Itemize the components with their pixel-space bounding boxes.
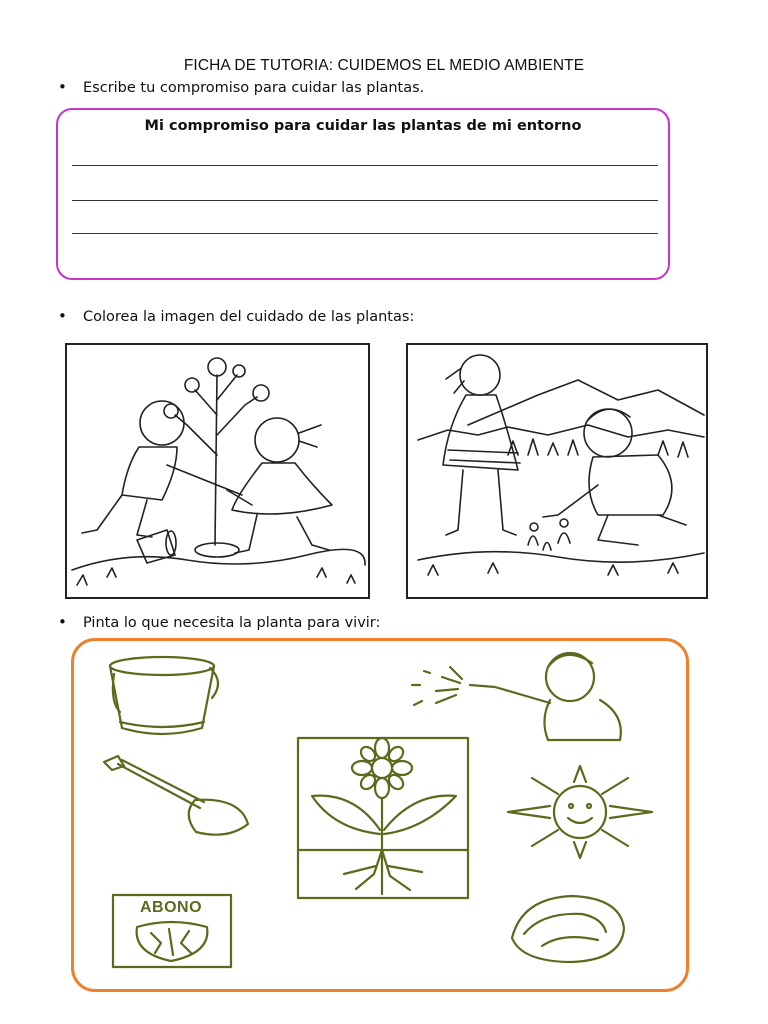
children-planting-tree-illustration xyxy=(67,345,368,597)
bullet: • xyxy=(58,78,67,96)
fertilizer-label: ABONO xyxy=(139,899,203,916)
children-tending-plants-illustration xyxy=(408,345,706,597)
flower-with-roots-icon[interactable] xyxy=(294,734,474,904)
instruction-text: Escribe tu compromiso para cuidar las plantas. xyxy=(83,80,425,96)
writing-line-3[interactable] xyxy=(72,233,658,234)
commitment-box xyxy=(56,108,670,280)
page-title: FICHA DE TUTORIA: CUIDEMOS EL MEDIO AMBIENTE xyxy=(183,57,585,74)
seed-icon[interactable] xyxy=(502,888,632,968)
instruction-1 xyxy=(58,78,424,96)
instruction-text: Pinta lo que necesita la planta para vivir: xyxy=(83,615,381,631)
shovel-icon[interactable] xyxy=(100,752,255,842)
writing-line-2[interactable] xyxy=(72,200,658,201)
fertilizer-bag-icon[interactable] xyxy=(111,893,235,969)
instruction-3 xyxy=(58,613,380,631)
writing-line-1[interactable] xyxy=(72,165,658,166)
instruction-2 xyxy=(58,307,414,325)
bullet: • xyxy=(58,307,67,325)
sun-icon[interactable] xyxy=(500,762,660,862)
bucket-icon[interactable] xyxy=(100,652,230,742)
instruction-text: Colorea la imagen del cuidado de las plantas: xyxy=(83,309,415,325)
commitment-title: Mi compromiso para cuidar las plantas de mi entorno xyxy=(144,118,582,134)
boy-watering-icon[interactable] xyxy=(400,645,630,745)
bullet: • xyxy=(58,613,67,631)
coloring-image-planting[interactable] xyxy=(65,343,370,599)
coloring-image-tending[interactable] xyxy=(406,343,708,599)
